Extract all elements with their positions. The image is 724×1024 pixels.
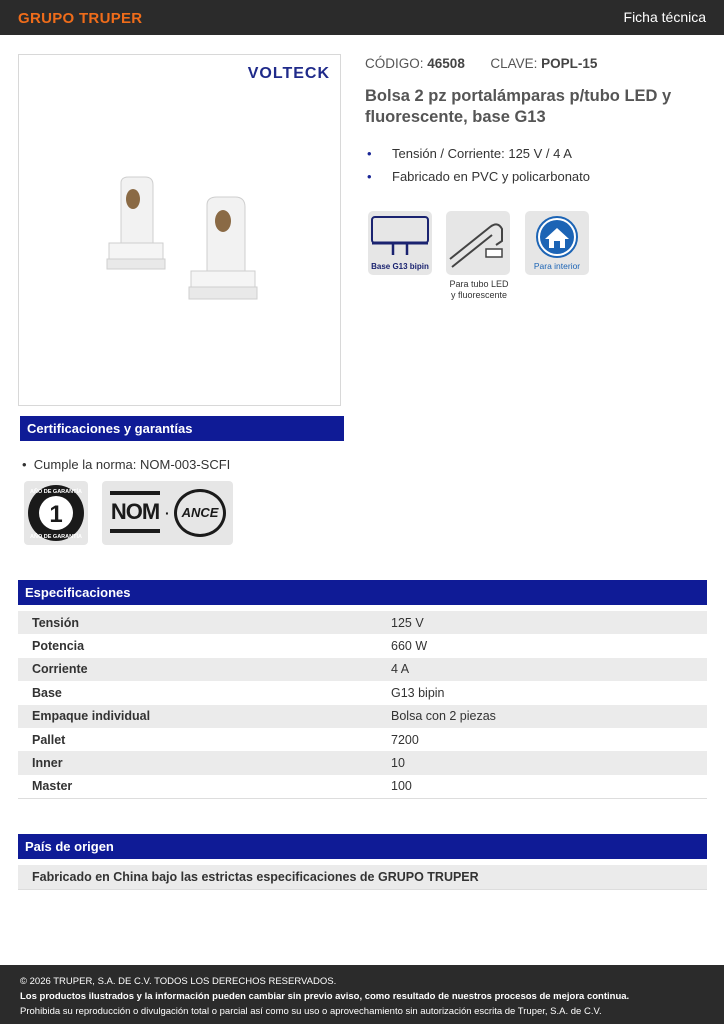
code-label: CÓDIGO: <box>365 56 424 71</box>
footer <box>0 965 724 1024</box>
origin-text: Fabricado en China bajo las estrictas especificaciones de GRUPO TRUPER <box>18 865 707 890</box>
key-label: CLAVE: <box>490 56 538 71</box>
base-g13-label: Base G13 bipin <box>371 262 429 271</box>
base-g13-bipin-icon <box>368 211 432 275</box>
product-code-line <box>365 56 597 71</box>
prohibition-line: Prohibida su reproducción o divulgación total o parcial así como su uso o aprovechamiento sin autorización escrita de Truper, S.A. de C.V. <box>20 1006 602 1017</box>
svg-text:AÑO DE GARANTÍA: AÑO DE GARANTÍA <box>30 489 82 495</box>
warranty-seal-icon <box>24 481 88 545</box>
logo-separator: · <box>165 505 170 521</box>
nom-logo: NOM <box>110 491 160 533</box>
product-code: 46508 <box>427 56 465 71</box>
grupo-truper-logo: GRUPO TRUPER <box>18 10 143 27</box>
ance-logo: ANCE <box>174 489 226 537</box>
nom-ance-badge <box>102 481 233 545</box>
top-bar <box>0 0 724 35</box>
lampholder-product-image <box>99 175 269 315</box>
warranty-badge <box>24 481 88 545</box>
product-photo-frame <box>18 54 341 406</box>
table-row: Tensión 125 V <box>18 611 707 634</box>
table-row: Pallet 7200 <box>32 732 419 747</box>
table-row: Master 100 <box>18 775 707 798</box>
table-row: Potencia 660 W <box>32 639 428 654</box>
volteck-logo: VOLTECK <box>247 65 330 82</box>
indoor-house-icon <box>525 211 589 275</box>
svg-text:AÑO DE GARANTÍA: AÑO DE GARANTÍA <box>30 534 82 540</box>
table-row: Inner 10 <box>18 751 707 774</box>
svg-text:1: 1 <box>49 501 63 528</box>
copyright-line: © 2026 TRUPER, S.A. DE C.V. TODOS LOS DERECHOS RESERVADOS. <box>20 976 337 987</box>
table-row: Empaque individual Bolsa con 2 piezas <box>18 705 707 728</box>
disclaimer-line: Los productos ilustrados y la información pueden cambiar sin previo aviso, como resultado de nuestros procesos de mejora continua. <box>20 991 630 1002</box>
table-row: Corriente 4 A <box>18 658 707 681</box>
feature-item: • Fabricado en PVC y policarbonato <box>367 169 591 184</box>
feature-list <box>365 145 590 191</box>
sheet-type-label: Ficha técnica <box>623 9 706 25</box>
indoor-label: Para interior <box>533 261 581 271</box>
specs-heading: Especificaciones <box>18 580 707 605</box>
tube-led-caption: Para tubo LED y fluorescente <box>449 279 509 300</box>
certifications-heading: Certificaciones y garantías <box>20 416 344 441</box>
product-title: Bolsa 2 pz portalámparas p/tubo LED y fluorescente, base G13 <box>365 87 672 126</box>
product-key: POPL-15 <box>541 56 598 71</box>
origin-heading: País de origen <box>18 834 707 859</box>
specs-table <box>18 611 707 799</box>
feature-item: • Tensión / Corriente: 125 V / 4 A <box>367 146 572 161</box>
table-row: Base G13 bipin <box>32 685 445 700</box>
norm-line: • Cumple la norma: NOM-003-SCFI <box>22 457 231 472</box>
tube-led-icon <box>446 211 510 275</box>
